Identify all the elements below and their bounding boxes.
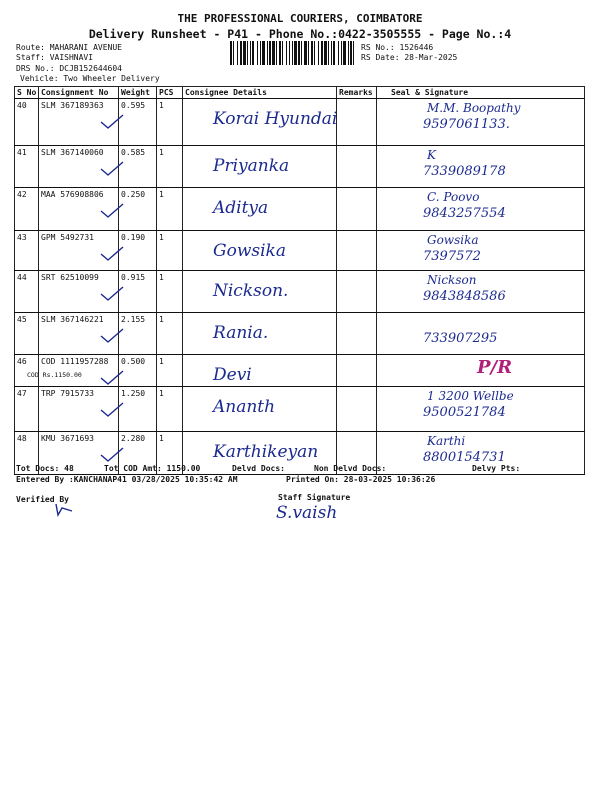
barcode-bar [279, 41, 281, 65]
row-remarks [337, 188, 377, 231]
row-sno: 40 [17, 101, 27, 110]
table-row [15, 271, 585, 313]
col-sno: S No [15, 87, 39, 99]
row-weight: 0.190 [121, 233, 146, 242]
row-consignment-no: SLM 367189363 [41, 101, 104, 110]
col-consignment: Consignment No [39, 87, 119, 99]
col-weight: Weight [119, 87, 157, 99]
non-delivered-docs: Non Delvd Docs: [314, 464, 387, 473]
barcode-bar [230, 41, 232, 65]
barcode-bar [272, 41, 275, 65]
barcode-bar [304, 41, 307, 65]
seal-signature-name: 1 3200 Wellbe [427, 389, 514, 403]
barcode-bar [350, 41, 352, 65]
row-weight: 0.500 [121, 357, 146, 366]
barcode-bar [233, 41, 234, 65]
row-remarks [337, 99, 377, 146]
row-consignment-no: TRP 7915733 [41, 389, 94, 398]
barcode-bar [314, 41, 315, 65]
barcode-bar [262, 41, 265, 65]
row-pcs: 1 [159, 434, 164, 443]
row-pcs: 1 [159, 233, 164, 242]
seal-signature-name: Karthi [427, 434, 466, 448]
barcode-image [230, 41, 354, 65]
table-row [15, 387, 585, 432]
seal-signature-phone: 8800154731 [423, 450, 506, 465]
seal-signature-name: C. Poovo [427, 190, 480, 204]
staff-signature-image: S.vaish [276, 503, 338, 523]
consignee-handwriting: Aditya [213, 198, 269, 218]
cod-amount-note: COD Rs.1150.00 [27, 371, 82, 379]
barcode-bar [348, 41, 349, 65]
seal-signature-phone: 9500521784 [423, 405, 506, 420]
row-sno: 42 [17, 190, 27, 199]
row-remarks [337, 271, 377, 313]
consignee-handwriting: Korai Hyundai [213, 109, 338, 129]
table-row [15, 355, 585, 387]
barcode-bar [243, 41, 246, 65]
seal-signature-name: K [427, 148, 436, 162]
barcode-bar [338, 41, 339, 65]
barcode-bar [286, 41, 287, 65]
barcode-bar [343, 41, 346, 65]
col-remarks: Remarks [337, 87, 377, 99]
col-seal-signature: Seal & Signature [377, 87, 585, 99]
barcode-bar [292, 41, 293, 65]
row-pcs: 1 [159, 357, 164, 366]
barcode-bar [324, 41, 327, 65]
col-consignee: Consignee Details [183, 87, 337, 99]
consignee-handwriting: Priyanka [213, 156, 290, 176]
barcode-bar [298, 41, 300, 65]
barcode-bar [341, 41, 342, 65]
row-consignment-no: SLM 367140060 [41, 148, 104, 157]
table-row [15, 313, 585, 355]
consignee-handwriting: Gowsika [213, 241, 286, 261]
barcode-bar [311, 41, 313, 65]
barcode-bar [294, 41, 297, 65]
table-row [15, 231, 585, 271]
entered-by: Entered By :KANCHANAP41 03/28/2025 10:35:42 AM [16, 475, 238, 484]
row-sno: 41 [17, 148, 27, 157]
row-sno: 43 [17, 233, 27, 242]
runsheet-table [14, 86, 585, 475]
total-cod: Tot COD Amt: 1150.00 [104, 464, 201, 473]
row-sno: 47 [17, 389, 27, 398]
consignee-handwriting: Rania. [213, 323, 269, 343]
row-pcs: 1 [159, 148, 164, 157]
row-remarks [337, 387, 377, 432]
total-docs: Tot Docs: 48 [16, 464, 74, 473]
row-pcs: 1 [159, 101, 164, 110]
row-consignment-no: SRT 62510099 [41, 273, 99, 282]
barcode-bar [331, 41, 332, 65]
row-sno: 45 [17, 315, 27, 324]
verifier-signature-mark [52, 502, 76, 518]
barcode-bar [269, 41, 271, 65]
barcode-bar [301, 41, 302, 65]
row-weight: 2.155 [121, 315, 146, 324]
row-remarks [337, 231, 377, 271]
barcode-bar [260, 41, 261, 65]
consignee-handwriting: Ananth [213, 397, 276, 417]
row-remarks [337, 355, 377, 387]
seal-signature-name: Nickson [427, 273, 477, 287]
seal-signature-name: P/R [477, 357, 513, 378]
row-weight: 0.585 [121, 148, 146, 157]
seal-signature-phone: 9843848586 [423, 289, 506, 304]
row-consignment-no: KMU 3671693 [41, 434, 94, 443]
drs-label: DRS No.: DCJB152644604 [16, 64, 122, 73]
barcode-bar [247, 41, 248, 65]
route-label: Route: MAHARANI AVENUE [16, 43, 122, 52]
barcode-bar [328, 41, 329, 65]
row-remarks [337, 313, 377, 355]
seal-signature-phone: 9597061133. [423, 117, 510, 132]
row-weight: 0.595 [121, 101, 146, 110]
row-pcs: 1 [159, 190, 164, 199]
barcode-bar [237, 41, 238, 65]
row-sno: 48 [17, 434, 27, 443]
company-title: THE PROFESSIONAL COURIERS, COIMBATORE [177, 12, 423, 25]
consignee-handwriting: Nickson. [213, 281, 289, 301]
table-header-row [15, 87, 585, 99]
seal-signature-name: M.M. Boopathy [427, 101, 521, 115]
row-consignment-no: MAA 576908806 [41, 190, 104, 199]
row-pcs: 1 [159, 315, 164, 324]
consignee-handwriting: Karthikeyan [213, 442, 319, 462]
seal-signature-name: Gowsika [427, 233, 479, 247]
barcode-bar [282, 41, 283, 65]
table-row [15, 99, 585, 146]
barcode-bar [240, 41, 242, 65]
barcode-bar [353, 41, 354, 65]
row-sno: 46 [17, 357, 27, 366]
runsheet-subtitle: Delivery Runsheet - P41 - Phone No.:0422-3505555 - Page No.:4 [88, 27, 512, 41]
barcode-bar [289, 41, 290, 65]
row-consignment-no: GPM 5492731 [41, 233, 94, 242]
row-consignment-no: SLM 367146221 [41, 315, 104, 324]
row-consignment-no: COD 1111957288 [41, 357, 109, 366]
barcode-bar [333, 41, 335, 65]
row-weight: 2.280 [121, 434, 146, 443]
row-sno: 44 [17, 273, 27, 282]
col-pcs: PCS [157, 87, 183, 99]
verified-by-label: Verified By [16, 495, 69, 504]
vehicle-label: Vehicle: Two Wheeler Delivery [20, 74, 160, 83]
rs-date-label: RS Date: 28-Mar-2025 [361, 53, 458, 62]
consignee-handwriting: Devi [213, 365, 252, 385]
seal-signature-phone: 7339089178 [423, 164, 506, 179]
row-weight: 1.250 [121, 389, 146, 398]
row-weight: 0.915 [121, 273, 146, 282]
row-pcs: 1 [159, 273, 164, 282]
barcode-bar [257, 41, 258, 65]
seal-signature-phone: 9843257554 [423, 206, 506, 221]
barcode-bar [250, 41, 251, 65]
barcode-bar [267, 41, 268, 65]
staff-label: Staff: VAISHNAVI [16, 53, 94, 62]
delivery-points: Delvy Pts: [472, 464, 521, 473]
rs-no-label: RS No.: 1526446 [361, 43, 434, 52]
barcode-bar [252, 41, 254, 65]
printed-on: Printed On: 28-03-2025 10:36:26 [286, 475, 436, 484]
row-pcs: 1 [159, 389, 164, 398]
seal-signature-phone: 733907295 [423, 331, 498, 346]
delivered-docs: Delvd Docs: [232, 464, 285, 473]
barcode-bar [321, 41, 323, 65]
table-row [15, 146, 585, 188]
barcode-bar [276, 41, 277, 65]
seal-signature-phone: 7397572 [423, 249, 481, 264]
barcode-bar [308, 41, 309, 65]
staff-signature-label: Staff Signature [278, 493, 351, 502]
row-weight: 0.250 [121, 190, 146, 199]
table-row [15, 188, 585, 231]
row-remarks [337, 146, 377, 188]
barcode-bar [318, 41, 319, 65]
